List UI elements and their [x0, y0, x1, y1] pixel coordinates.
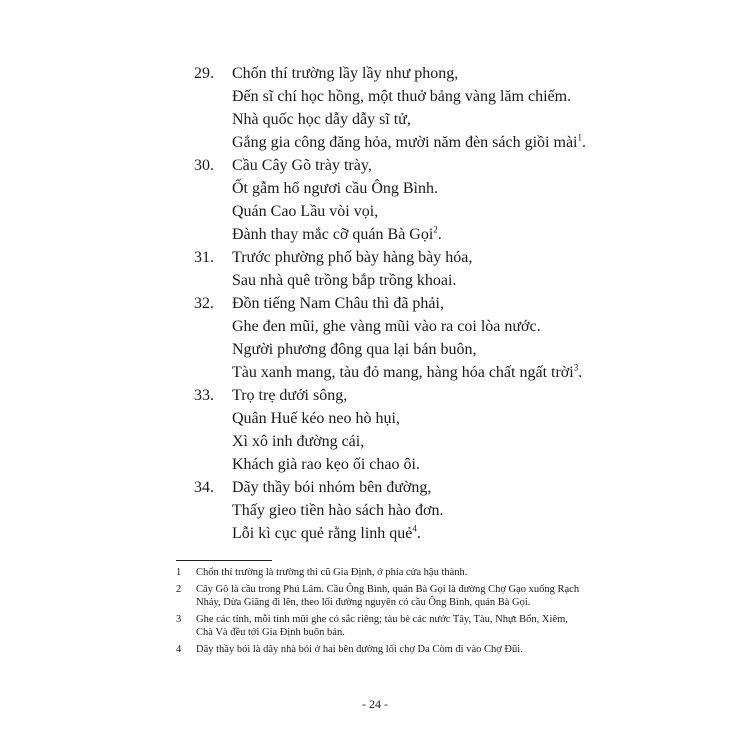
stanza-number: 31.: [194, 249, 214, 266]
verse-line: Người phương đông qua lại bán buôn,: [232, 341, 477, 358]
footnote-item: [176, 583, 586, 610]
verse-line: Sau nhà quê trồng bắp trồng khoai.: [232, 272, 457, 289]
stanza-number: 34.: [194, 479, 214, 496]
stanza-33: [194, 384, 614, 476]
verse-text: Gắng gia công đăng hỏa, mười năm đèn sách giồi mài: [232, 134, 578, 151]
stanza-29: [194, 62, 614, 154]
verse-line: Lỗi kì cục quẻ rằng linh quẻ$^4$.: [232, 523, 421, 542]
verse-line: Trước phường phố bày hàng bày hóa,: [232, 249, 473, 266]
verse-line: Trọ trẹ dưới sông,: [232, 387, 348, 404]
footnote-number: 1: [176, 567, 182, 578]
footnote-item: [176, 643, 586, 657]
footnote-ref: 1: [577, 132, 582, 143]
footnote-text: Dãy thầy bói là dãy nhà bói ở hai bên đường lối chợ Da Còm đi vào Chợ Đũi.: [196, 643, 523, 655]
verse-line: Đồn tiếng Nam Châu thì đã phải,: [232, 295, 444, 312]
footnote-item: [176, 566, 586, 580]
page-number: - 24 -: [362, 697, 388, 711]
stanza-number: 33.: [194, 387, 214, 404]
verse-line: Quán Cao Lầu vòi vọi,: [232, 203, 379, 220]
verse-text: Đành thay mắc cỡ quán Bà Gọi: [232, 226, 434, 243]
footnote-ref: 4: [412, 523, 417, 534]
footnote-text: Chốn thí trường là trường thi cũ Gia Định, ở phía cửa hậu thành.: [196, 567, 468, 578]
stanza-30: [194, 154, 614, 246]
verse-line: Tàu xanh mang, tàu đỏ mang, hàng hóa chất ngất trời$^3$.: [232, 362, 583, 381]
verse-line: Đành thay mắc cỡ quán Bà Gọi$^2$.: [232, 224, 442, 243]
verse-line: Đến sĩ chí học hồng, một thuở bảng vàng lăm chiếm.: [232, 88, 572, 105]
footnote-divider: [176, 560, 272, 561]
footnote-text: Ghe các tỉnh, mỗi tỉnh mũi ghe có sắc riêng; tàu bè các nước Tây, Tàu, Nhựt Bổn, Xiêm, Chà Và đều tới Gia Định buôn bán.: [196, 613, 568, 639]
verse-line: Dãy thầy bói nhóm bên đường,: [232, 479, 432, 496]
footnote-text: Cây Gõ là cầu trong Phú Lâm. Cầu Ông Bình, quán Bà Gọi là đường Chợ Gạo xuống Rạch Nhảy, Dừa Giăng đi lên, theo lối đường nguyên có cầu Ông Bình, quán Bà Gọi.: [196, 583, 580, 609]
footnote-ref: 3: [573, 362, 579, 373]
verse-block: [194, 62, 614, 545]
stanza-32: [194, 292, 614, 384]
verse-line: Chốn thí trường lầy lầy như phong,: [232, 65, 459, 82]
stanza-number: 29.: [194, 65, 214, 82]
verse-line: Gắng gia công đăng hỏa, mười năm đèn sách giồi mài$^1$.: [232, 132, 586, 151]
footnote-item: [176, 613, 586, 640]
verse-line: Ghe đen mũi, ghe vàng mũi vào ra coi lòa nước.: [232, 318, 541, 335]
stanza-34: [194, 476, 614, 545]
verse-line: Thấy gieo tiền hào sách hào đơn.: [232, 502, 444, 519]
verse-text: Lỗi kì cục quẻ rằng linh quẻ: [232, 525, 413, 542]
verse-line: Quân Huế kéo neo hò hụi,: [232, 410, 400, 427]
footnote-ref: 2: [433, 224, 438, 235]
stanza-number: 32.: [194, 295, 214, 312]
stanza-number: 30.: [194, 157, 214, 174]
verse-line: Khách già rao kẹo ối chao ôi.: [232, 456, 420, 473]
footnotes: [176, 566, 586, 660]
footnote-number: 3: [176, 613, 182, 625]
footnote-number: 2: [176, 583, 182, 595]
footnote-number: 4: [176, 643, 182, 655]
verse-text: Tàu xanh mang, tàu đỏ mang, hàng hóa chất ngất trời: [232, 364, 574, 381]
stanza-31: [194, 246, 614, 292]
verse-line: Cầu Cây Gõ trày trày,: [232, 157, 372, 174]
verse-line: Nhà quốc học dẫy dẫy sĩ tử,: [232, 111, 411, 128]
verse-line: Xì xô inh đường cái,: [232, 433, 365, 450]
verse-line: Ốt gẫm hổ ngươi cầu Ông Bình.: [232, 180, 438, 197]
